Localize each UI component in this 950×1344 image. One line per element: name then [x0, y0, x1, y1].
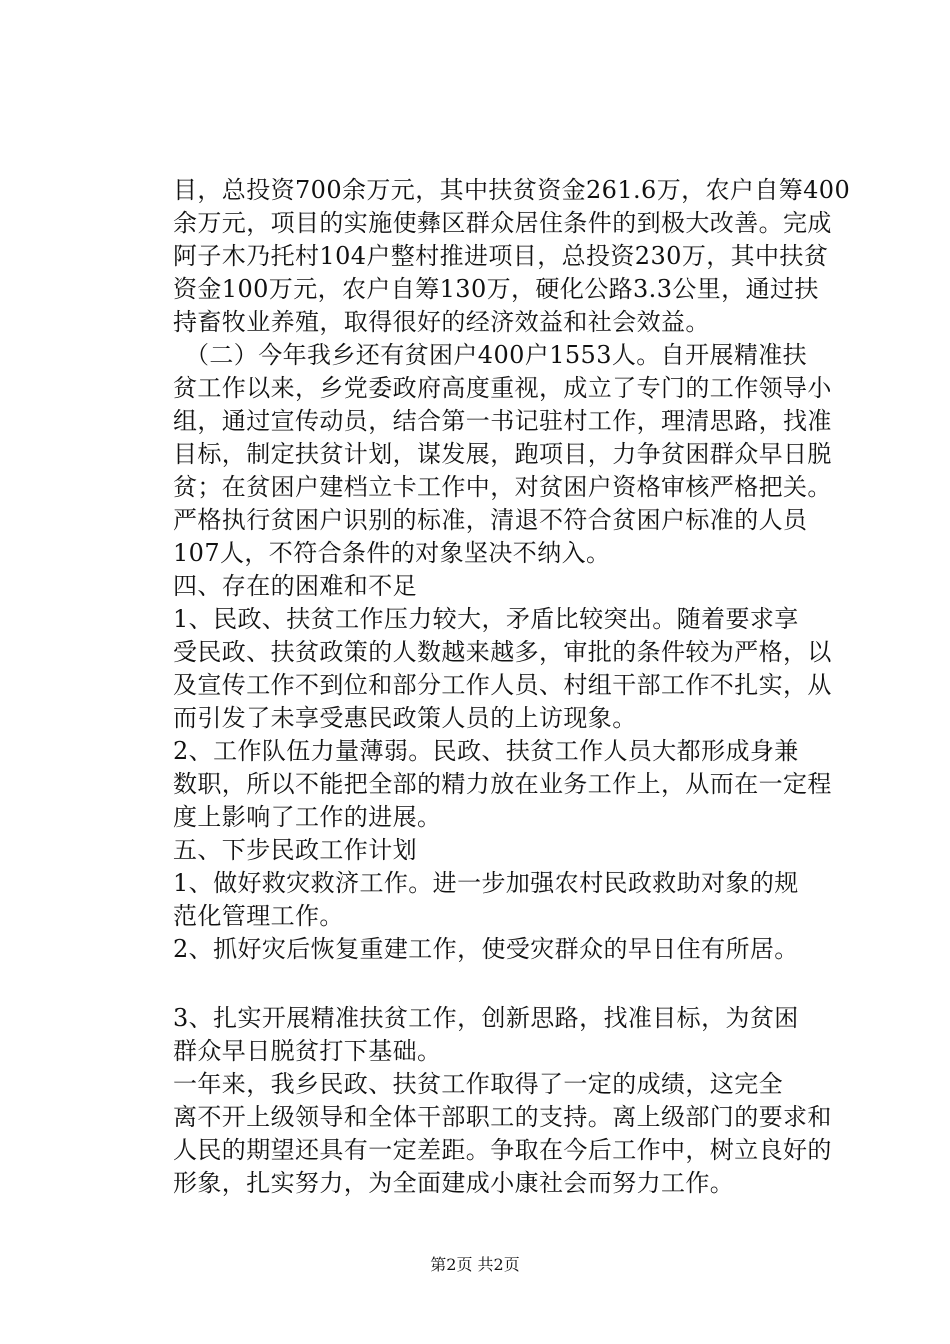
text-line: 人民的期望还具有一定差距。争取在今后工作中，树立良好的: [173, 1136, 832, 1164]
text-line: 贫；在贫困户建档立卡工作中，对贫困户资格审核严格把关。: [173, 473, 832, 501]
text-line: 2、工作队伍力量薄弱。民政、扶贫工作人员大都形成身兼: [173, 737, 799, 765]
document-body: [173, 174, 851, 1200]
text-line: 形象，扎实努力，为全面建成小康社会而努力工作。: [173, 1169, 735, 1197]
text-line: 组，通过宣传动员，结合第一书记驻村工作，理清思路，找准: [173, 407, 832, 435]
text-line: 1、民政、扶贫工作压力较大，矛盾比较突出。随着要求享: [173, 605, 799, 633]
text-line: 目，总投资700余万元，其中扶贫资金261.6万，农户自筹400: [173, 176, 851, 204]
text-line: 2、抓好灾后恢复重建工作，使受灾群众的早日住有所居。: [173, 935, 799, 963]
text-line: 离不开上级领导和全体干部职工的支持。离上级部门的要求和: [173, 1103, 832, 1131]
text-line: 一年来，我乡民政、扶贫工作取得了一定的成绩，这完全: [173, 1070, 783, 1098]
page-footer: 第2页 共2页: [430, 1255, 520, 1274]
text-line: 贫工作以来，乡党委政府高度重视，成立了专门的工作领导小: [173, 374, 832, 402]
text-line: 而引发了未享受惠民政策人员的上访现象。: [173, 704, 637, 732]
text-line: 目标，制定扶贫计划，谋发展，跑项目，力争贫困群众早日脱: [173, 440, 832, 468]
text-line: 数职，所以不能把全部的精力放在业务工作上，从而在一定程: [173, 770, 832, 798]
text-line: 资金100万元，农户自筹130万，硬化公路3.3公里，通过扶: [173, 275, 819, 303]
section-heading: 五、下步民政工作计划: [173, 836, 417, 864]
text-line: 严格执行贫困户识别的标准，清退不符合贫困户标准的人员: [173, 506, 808, 534]
text-line: 107人，不符合条件的对象坚决不纳入。: [173, 539, 611, 567]
text-line: （二）今年我乡还有贫困户400户1553人。自开展精准扶: [185, 341, 808, 369]
text-line: 1、做好救灾救济工作。进一步加强农村民政救助对象的规: [173, 869, 799, 897]
text-line: 范化管理工作。: [173, 902, 344, 930]
text-line: 阿子木乃托村104户整村推进项目，总投资230万，其中扶贫: [173, 242, 829, 270]
paragraph-gap: [173, 966, 833, 1002]
text-line: 群众早日脱贫打下基础。: [173, 1037, 442, 1065]
text-line: 余万元，项目的实施使彝区群众居住条件的到极大改善。完成: [173, 209, 832, 237]
text-line: 及宣传工作不到位和部分工作人员、村组干部工作不扎实，从: [173, 671, 832, 699]
text-line: 度上影响了工作的进展。: [173, 803, 442, 831]
text-line: 持畜牧业养殖，取得很好的经济效益和社会效益。: [173, 308, 710, 336]
text-line: 受民政、扶贫政策的人数越来越多，审批的条件较为严格，以: [173, 638, 832, 666]
section-heading: 四、存在的困难和不足: [173, 572, 417, 600]
text-line: 3、扎实开展精准扶贫工作，创新思路，找准目标，为贫困: [173, 1004, 799, 1032]
